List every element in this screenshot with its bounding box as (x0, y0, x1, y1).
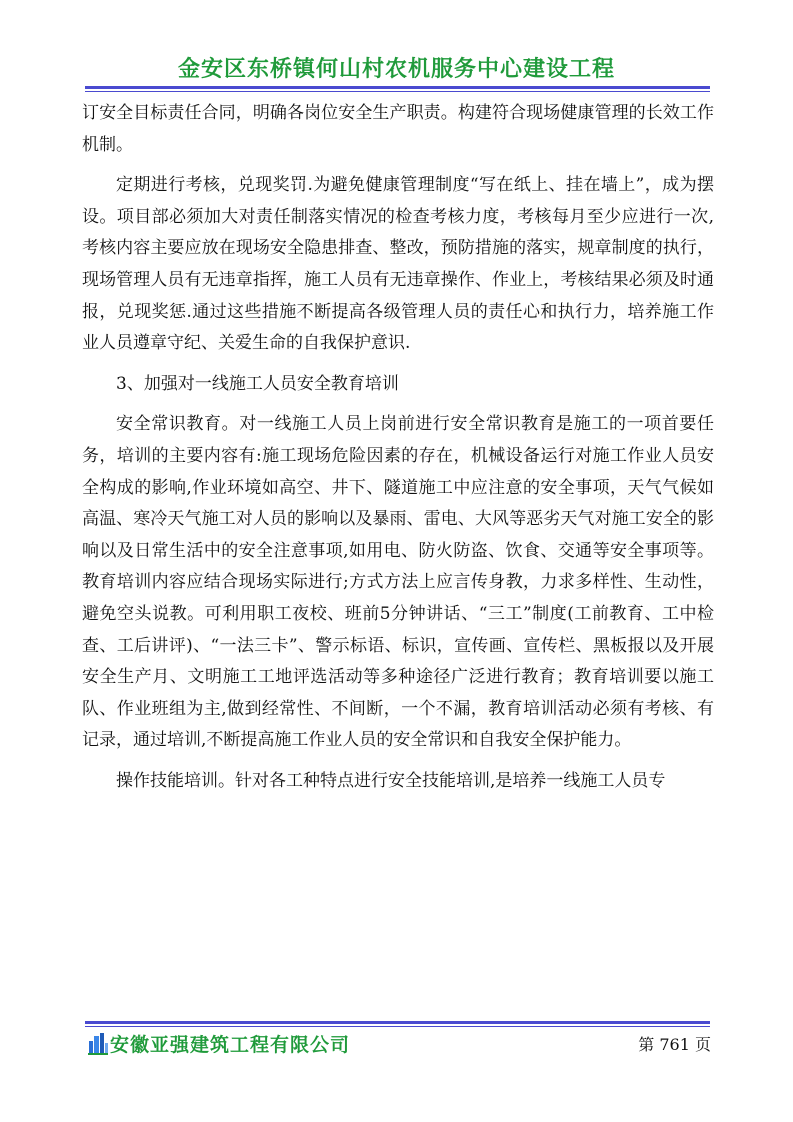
header-rule-thick (85, 86, 710, 89)
document-body (82, 98, 714, 806)
footer-company-name: 安徽亚强建筑工程有限公司 (110, 1034, 351, 1056)
paragraph-safety-education: 安全常识教育。对一线施工人员上岗前进行安全常识教育是施工的一项首要任务，培训的主要内容有:施工现场危险因素的存在，机械设备运行对施工作业人员安全构成的影响,作业环境如高空、井下、隧道施工中应注意的安全事项，天气气候如高温、寒冷天气施工对人员的影响以及暴雨、雷电、大风等恶劣天气对施工安全的影响以及日常生活中的安全注意事项,如用电、防火防盗、饮食、交通等安全事项等。教育培训内容应结合现场实际进行;方式方法上应言传身教，力求多样性、生动性，避免空头说教。可利用职工夜校、班前5分钟讲话、“三工”制度(工前教育、工中检查、工后讲评)、“一法三卡”、警示标语、标识，宣传画、宣传栏、黑板报以及开展安全生产月、文明施工工地评选活动等多种途径广泛进行教育；教育培训要以施工队、作业班组为主,做到经常性、不间断，一个不漏，教育培训活动必须有考核、有记录，通过培训,不断提高施工作业人员的安全常识和自我安全保护能力。 (82, 414, 714, 751)
page-header-title: 金安区东桥镇何山村农机服务中心建设工程 (177, 57, 615, 82)
paragraph-skill-training: 操作技能培训。针对各工种特点进行安全技能培训,是培养一线施工人员专 (116, 770, 666, 791)
footer-rule-thin (85, 1026, 710, 1027)
section-heading: 3、加强对一线施工人员安全教育培训 (116, 373, 399, 394)
building-icon (88, 1033, 108, 1055)
footer-rule-thick (85, 1021, 710, 1024)
page-number: 第 761 页 (638, 1035, 711, 1054)
paragraph-continuation: 订安全目标责任合同，明确各岗位安全生产职责。构建符合现场健康管理的长效工作机制。 (82, 103, 714, 155)
paragraph-assessment: 定期进行考核，兑现奖罚.为避免健康管理制度“写在纸上、挂在墙上”，成为摆设。项目部必须加大对责任制落实情况的检查考核力度，考核每月至少应进行一次,考核内容主要应放在现场安全隐患排查、整改，预防措施的落实，规章制度的执行，现场管理人员有无违章指挥，施工人员有无违章操作、作业上，考核结果必须及时通报，兑现奖惩.通过这些措施不断提高各级管理人员的责任心和执行力，培养施工作业人员遵章守纪、关爱生命的自我保护意识. (82, 175, 714, 354)
header-rule-thin (85, 91, 710, 92)
